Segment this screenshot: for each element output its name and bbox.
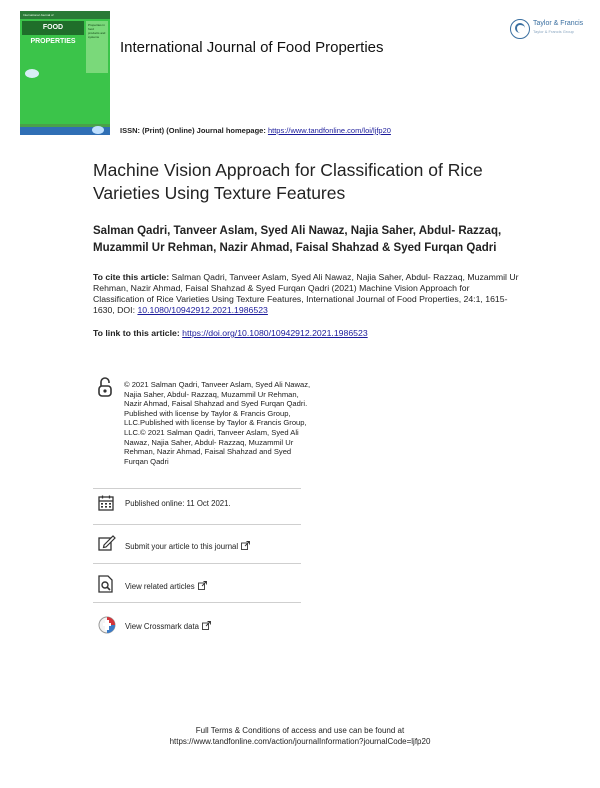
pen-square-icon[interactable] bbox=[98, 535, 116, 551]
external-link-icon[interactable] bbox=[198, 581, 207, 592]
cover-logo-icon bbox=[25, 69, 39, 78]
crossmark-icon[interactable] bbox=[98, 616, 116, 634]
citation-label: To cite this article: bbox=[93, 272, 170, 282]
calendar-icon bbox=[98, 495, 114, 511]
divider bbox=[93, 488, 301, 489]
cover-title: FOOD PROPERTIES bbox=[22, 21, 84, 35]
article-link-line bbox=[93, 328, 523, 338]
article-link[interactable]: https://doi.org/10.1080/10942912.2021.1986523 bbox=[182, 328, 368, 338]
submit-article-label[interactable]: Submit your article to this journal bbox=[125, 542, 239, 551]
footer-terms: Full Terms & Conditions of access and use can be found at bbox=[195, 726, 405, 735]
external-link-icon[interactable] bbox=[241, 541, 250, 552]
cover-strip: International Journal of bbox=[20, 11, 110, 19]
citation-block bbox=[93, 272, 523, 316]
publisher-logo bbox=[510, 19, 590, 41]
external-link-icon[interactable] bbox=[202, 621, 211, 632]
cover-footer bbox=[20, 124, 110, 135]
divider bbox=[93, 524, 301, 525]
article-title: Machine Vision Approach for Classification of Rice Varieties Using Texture Features bbox=[93, 160, 483, 203]
journal-homepage-link[interactable]: https://www.tandfonline.com/loi/ljfp20 bbox=[267, 126, 391, 135]
published-date: Published online: 11 Oct 2021. bbox=[125, 499, 231, 508]
issn-line bbox=[120, 126, 391, 135]
citation-text: Salman Qadri, Tanveer Aslam, Syed Ali Nawaz, Najia Saher, Abdul- Razzaq, Muzammil Ur Rehman, Nazir Ahmad, Faisal Shahzad & Syed Furqan Qadri (2021) Machine Vision Approach for Classification of Rice Varieties Using Texture Features, International Journal of Food Properties, 24:1, 1615-1630, DOI: bbox=[93, 272, 519, 315]
publisher-name: Taylor & Francis bbox=[533, 20, 584, 27]
footer bbox=[0, 725, 600, 747]
cover-swirl-icon bbox=[92, 126, 104, 134]
divider bbox=[93, 602, 301, 603]
document-search-icon[interactable] bbox=[98, 575, 114, 593]
crossmark-label[interactable]: View Crossmark data bbox=[125, 622, 199, 631]
license-text: © 2021 Salman Qadri, Tanveer Aslam, Syed Ali Nawaz, Najia Saher, Abdul- Razzaq, Muzammil Ur Rehman, Nazir Ahmad, Faisal Shahzad and Syed Furqan Qadri. Published with license by Taylor & Francis Group, LLC.Published with license by Taylor & Francis Group, LLC.© 2021 Salman Qadri, Tanveer Aslam, Syed Ali Nawaz, Najia Saher, Abdul- Razzaq, Muzammil Ur Rehman, Nazir Ahmad, Faisal Shahzad and Syed Furqan Qadri bbox=[124, 380, 311, 466]
issn-label: ISSN: (Print) (Online) Journal homepage: bbox=[120, 126, 266, 135]
related-articles-label[interactable]: View related articles bbox=[125, 582, 195, 591]
article-link-label: To link to this article: bbox=[93, 328, 180, 338]
footer-url[interactable]: https://www.tandfonline.com/action/journalInformation?journalCode=ljfp20 bbox=[169, 737, 431, 746]
publisher-sub: Taylor & Francis Group bbox=[533, 29, 574, 34]
publisher-logo-icon bbox=[510, 19, 530, 39]
journal-title: International Journal of Food Properties bbox=[120, 39, 384, 56]
doi-link[interactable]: 10.1080/10942912.2021.1986523 bbox=[137, 305, 268, 315]
journal-cover[interactable] bbox=[20, 11, 110, 135]
article-authors: Salman Qadri, Tanveer Aslam, Syed Ali Nawaz, Najia Saher, Abdul- Razzaq, Muzammil Ur Rehman, Nazir Ahmad, Faisal Shahzad & Syed Furqan Qadri bbox=[93, 225, 502, 254]
divider bbox=[93, 563, 301, 564]
related-articles-link[interactable] bbox=[125, 581, 207, 592]
submit-article-link[interactable] bbox=[125, 541, 250, 552]
crossmark-link[interactable] bbox=[125, 621, 211, 632]
cover-side-text: Properties in food products and systems bbox=[86, 21, 108, 73]
lock-open-icon bbox=[98, 377, 112, 397]
